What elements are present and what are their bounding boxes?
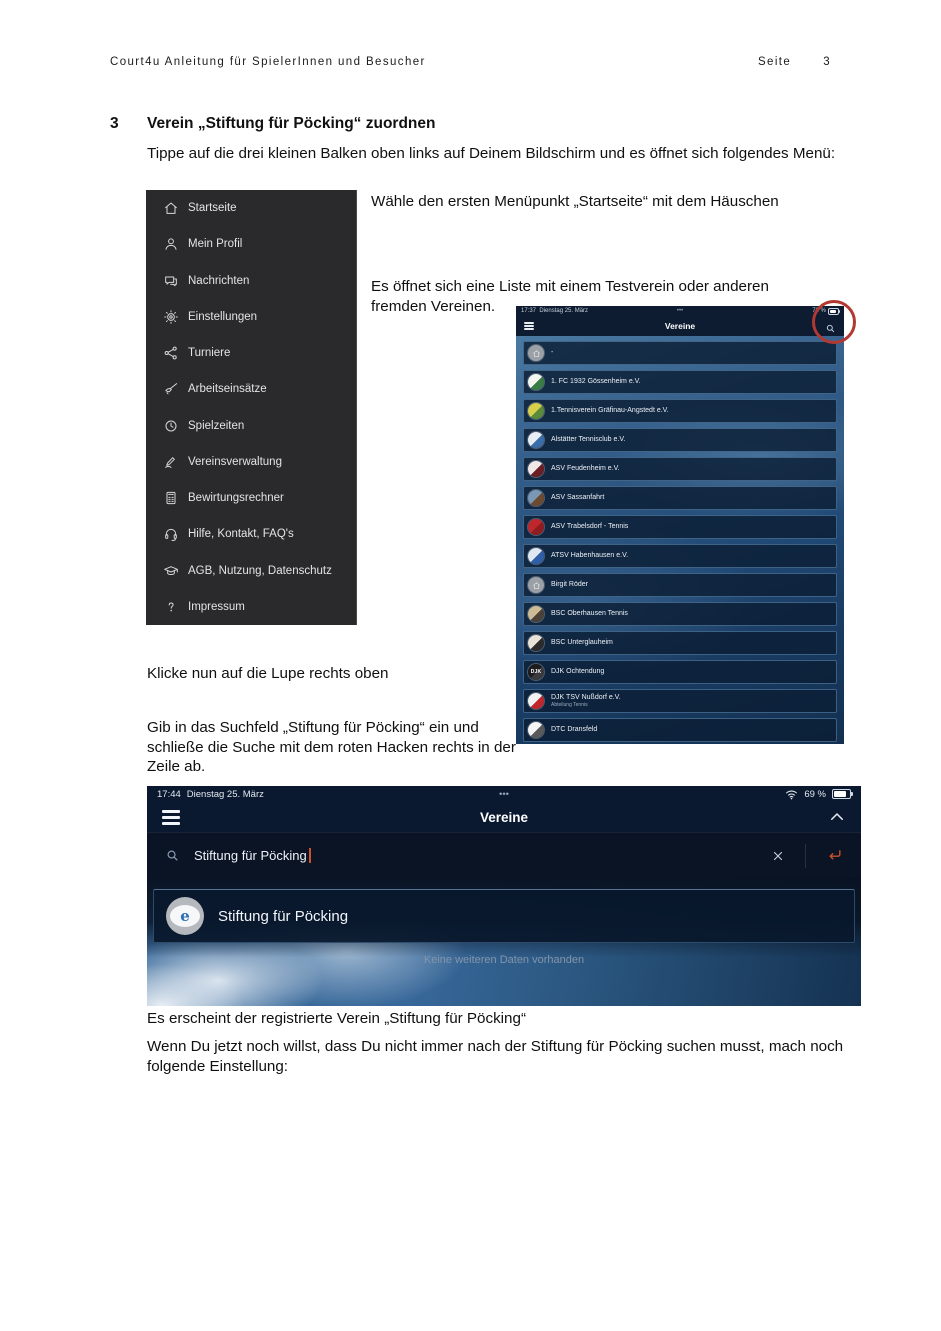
club-logo: [528, 490, 544, 506]
club-logo: [528, 635, 544, 651]
search-input-value[interactable]: Stiftung für Pöcking: [194, 848, 307, 863]
club-list-item[interactable]: [523, 660, 837, 684]
club-name: Birgit Röder: [551, 581, 588, 588]
calculator-icon: [163, 490, 179, 506]
club-name: DJK Ochtendung: [551, 668, 605, 675]
menu-item-label: Einstellungen: [188, 310, 258, 323]
menu-item-startseite[interactable]: [146, 190, 357, 226]
home-avatar-icon: [528, 577, 544, 593]
club-list-item[interactable]: [523, 718, 837, 742]
headset-icon: [163, 526, 179, 542]
menu-item-label: Mein Profil: [188, 238, 243, 251]
menu-item-label: Hilfe, Kontakt, FAQ's: [188, 528, 294, 541]
club-name: DTC Dransfeld: [551, 726, 598, 733]
battery-percent: 73 %: [812, 308, 826, 314]
club-logo: [166, 897, 204, 935]
club-name: BSC Oberhausen Tennis: [551, 610, 628, 617]
question-mark-icon: [163, 599, 179, 615]
chevron-up-icon[interactable]: [828, 808, 846, 826]
x-close-icon[interactable]: [771, 849, 785, 863]
menu-item-label: AGB, Nutzung, Datenschutz: [188, 564, 332, 577]
gear-icon: [163, 309, 179, 325]
divider: [805, 844, 806, 868]
menu-item-label: Nachrichten: [188, 274, 250, 287]
battery-icon: [832, 789, 851, 799]
home-icon: [163, 200, 179, 216]
menu-item-vereinsverwaltung[interactable]: [146, 444, 357, 480]
status-dots: •••: [676, 308, 684, 314]
page-number: 3: [823, 56, 831, 68]
document-title: Court4u Anleitung für SpielerInnen und Besucher: [110, 56, 426, 68]
section-title: Verein „Stiftung für Pöcking“ zuordnen: [147, 115, 436, 132]
menu-item-arbeitseins-tze[interactable]: [146, 371, 357, 407]
club-name: ASV Sassanfahrt: [551, 494, 605, 501]
text-choose-start: Wähle den ersten Menüpunkt „Startseite“ mit dem Häuschen: [371, 193, 779, 210]
search-field[interactable]: [147, 832, 861, 878]
empty-list-message: Keine weiteren Daten vorhanden: [423, 954, 585, 966]
search-icon: [165, 848, 180, 863]
club-name: DJK TSV Nußdorf e.V.: [551, 694, 621, 701]
club-name: Alstätter Tennisclub e.V.: [551, 436, 626, 443]
text-cursor: [309, 848, 311, 863]
user-icon: [163, 236, 179, 252]
club-logo: [528, 722, 544, 738]
text-enter-search: Gib in das Suchfeld „Stiftung für Pöcking“ ein und schließe die Suche mit dem roten Hacken rechts in der Zeile ab.: [147, 719, 516, 775]
status-bar: [147, 786, 861, 802]
status-dots: •••: [499, 788, 509, 800]
menu-item-turniere[interactable]: [146, 335, 357, 371]
menu-item-label: Vereinsverwaltung: [188, 455, 282, 468]
club-name: 1.Tennisverein Gräfinau-Angstedt e.V.: [551, 407, 669, 414]
menu-item-label: Impressum: [188, 600, 245, 613]
search-screenshot: [147, 786, 861, 1006]
app-menu-screenshot: [146, 190, 357, 625]
menu-item-label: Spielzeiten: [188, 419, 245, 432]
menu-item-bewirtungsrechner[interactable]: [146, 480, 357, 516]
intro-paragraph: Tippe auf die drei kleinen Balken oben links auf Deinem Bildschirm und es öffnet sich folgendes Menü:: [147, 145, 836, 162]
broom-icon: [163, 381, 179, 397]
menu-item-label: Bewirtungsrechner: [188, 492, 284, 505]
page-label: Seite: [757, 56, 792, 68]
menu-item-label: Arbeitseinsätze: [188, 383, 267, 396]
menu-item-impressum[interactable]: [146, 589, 357, 625]
club-logo: DJK: [528, 664, 544, 680]
wifi-icon: [785, 789, 798, 800]
app-menu-items: [146, 190, 357, 625]
search-results-area: [147, 878, 861, 1006]
status-date: Dienstag 25. März: [539, 308, 589, 314]
club-subtitle: Abteilung Tennis: [551, 702, 588, 708]
text-registered-club: Es erscheint der registrierte Verein „Stiftung für Pöcking“: [147, 1010, 527, 1027]
nav-bar: [516, 316, 844, 336]
section-number: 3: [110, 115, 119, 132]
chat-icon: [163, 273, 179, 289]
club-name: ASV Feudenheim e.V.: [551, 465, 620, 472]
nav-title: Vereine: [664, 321, 696, 331]
club-logo-letter: e: [170, 905, 200, 927]
club-logo: [528, 403, 544, 419]
club-name: -: [551, 349, 554, 356]
club-list-item[interactable]: [523, 370, 837, 394]
club-name: 1. FC 1932 Gössenheim e.V.: [551, 378, 641, 385]
club-name: ATSV Habenhausen e.V.: [551, 552, 629, 559]
clubs-list: [516, 336, 844, 744]
text-click-lens: Klicke nun auf die Lupe rechts oben: [147, 665, 389, 682]
hamburger-menu-icon[interactable]: [162, 810, 180, 825]
club-list-item[interactable]: [523, 689, 837, 713]
clubs-list-screenshot: [516, 306, 844, 744]
club-list-item[interactable]: [523, 544, 837, 568]
menu-item-mein-profil[interactable]: [146, 226, 357, 262]
club-logo: [528, 519, 544, 535]
nav-bar: [147, 802, 861, 832]
hamburger-menu-icon[interactable]: [524, 322, 534, 330]
menu-item-spielzeiten[interactable]: [146, 408, 357, 444]
club-list-item[interactable]: [523, 486, 837, 510]
menu-item-hilfe-kontakt-faq-s[interactable]: [146, 516, 357, 552]
status-date: Dienstag 25. März: [186, 788, 264, 800]
club-list-item[interactable]: [523, 515, 837, 539]
club-list-item[interactable]: [523, 399, 837, 423]
status-time: 17:37: [521, 308, 537, 314]
nav-title: Vereine: [479, 809, 529, 825]
club-list-item[interactable]: [523, 573, 837, 597]
club-name: ASV Trabelsdorf - Tennis: [551, 523, 629, 530]
graduation-cap-icon: [163, 563, 179, 579]
document-header: [110, 56, 831, 68]
club-list-item[interactable]: [523, 457, 837, 481]
club-logo: [528, 693, 544, 709]
text-final-hint: Wenn Du jetzt noch willst, dass Du nicht immer nach der Stiftung für Pöcking suchen musst, mach noch folgende Einstellung:: [147, 1038, 844, 1075]
club-logo: [528, 548, 544, 564]
result-club-name: Stiftung für Pöcking: [218, 907, 349, 925]
club-logo: [528, 432, 544, 448]
club-list-item[interactable]: [523, 602, 837, 626]
status-time: 17:44: [157, 788, 181, 800]
home-avatar-icon: [528, 345, 544, 361]
pen-icon: [163, 454, 179, 470]
menu-item-label: Turniere: [188, 347, 231, 360]
menu-item-label: Startseite: [188, 202, 237, 215]
club-logo: [528, 606, 544, 622]
club-list-item[interactable]: [523, 631, 837, 655]
club-name: BSC Unterglauheim: [551, 639, 613, 646]
text-list-opens: Es öffnet sich eine Liste mit einem Testverein oder anderen fremden Vereinen.: [371, 278, 769, 315]
highlight-circle-annotation: [812, 300, 856, 344]
club-list-item[interactable]: [523, 341, 837, 365]
menu-item-einstellungen[interactable]: [146, 299, 357, 335]
share-icon: [163, 345, 179, 361]
club-list-item[interactable]: [523, 428, 837, 452]
return-arrow-icon[interactable]: [826, 847, 843, 864]
menu-item-nachrichten[interactable]: [146, 263, 357, 299]
clock-icon: [163, 418, 179, 434]
battery-percent: 69 %: [804, 788, 826, 800]
status-bar: [516, 306, 844, 316]
club-logo: [528, 374, 544, 390]
menu-item-agb-nutzung-datenschutz[interactable]: [146, 553, 357, 589]
club-logo: [528, 461, 544, 477]
search-result-row[interactable]: [153, 889, 855, 943]
